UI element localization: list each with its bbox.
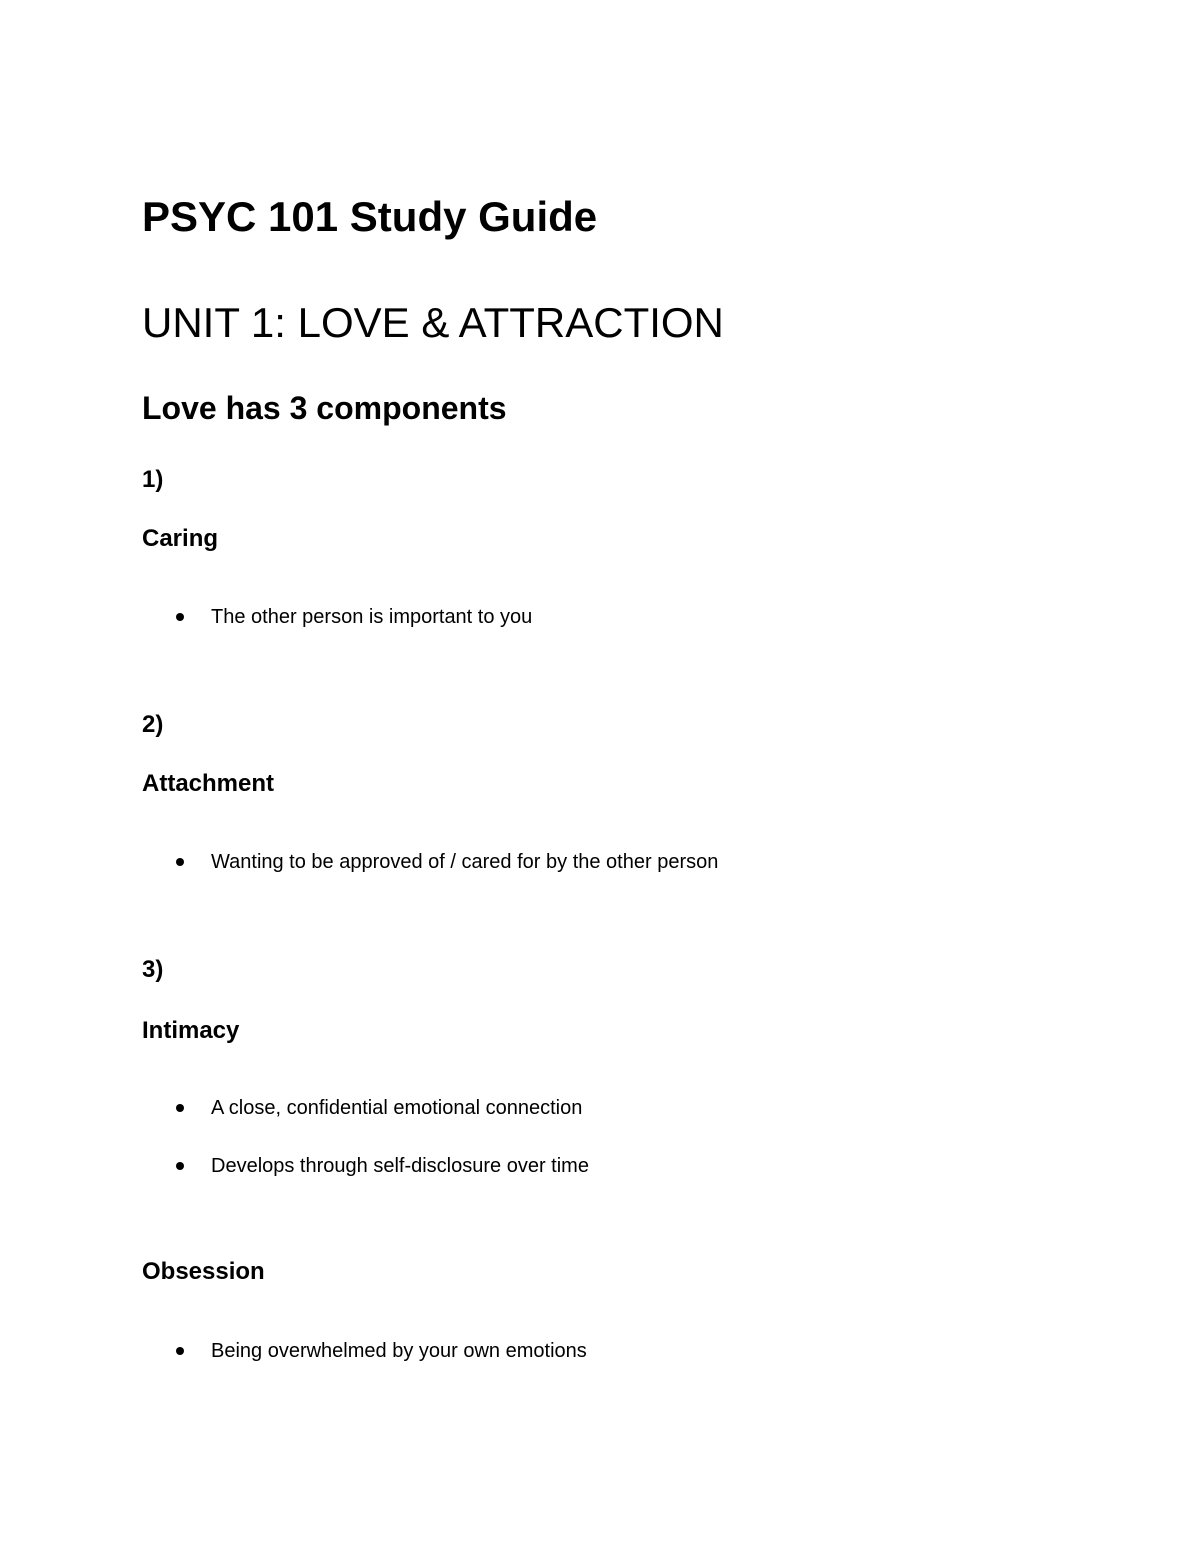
list-item: [176, 607, 532, 627]
bullet-icon: [176, 613, 184, 621]
component-heading-caring: Caring: [142, 525, 219, 552]
document-title: PSYC 101 Study Guide: [142, 193, 598, 240]
section-heading: Love has 3 components: [142, 390, 507, 426]
bullet-icon: [176, 858, 184, 866]
unit-heading: UNIT 1: LOVE & ATTRACTION: [142, 299, 724, 346]
component-number: 3): [142, 956, 164, 983]
list-item: [176, 1098, 582, 1118]
component-heading-attachment: Attachment: [142, 770, 275, 797]
list-item-text: A close, confidential emotional connection: [211, 1097, 583, 1119]
list-item: [176, 1341, 587, 1361]
bullet-icon: [176, 1347, 184, 1355]
list-item-text: Wanting to be approved of / cared for by the other person: [211, 851, 719, 873]
list-item-text: The other person is important to you: [211, 606, 533, 628]
bullet-icon: [176, 1162, 184, 1170]
list-item-text: Develops through self-disclosure over time: [211, 1155, 589, 1177]
bullet-icon: [176, 1104, 184, 1112]
list-item-text: Being overwhelmed by your own emotions: [211, 1340, 587, 1362]
component-number: 1): [142, 466, 164, 493]
component-heading-intimacy: Intimacy: [142, 1017, 240, 1044]
list-item: [176, 1156, 589, 1176]
component-number: 2): [142, 711, 164, 738]
component-heading-obsession: Obsession: [142, 1258, 265, 1285]
list-item: [176, 852, 718, 872]
